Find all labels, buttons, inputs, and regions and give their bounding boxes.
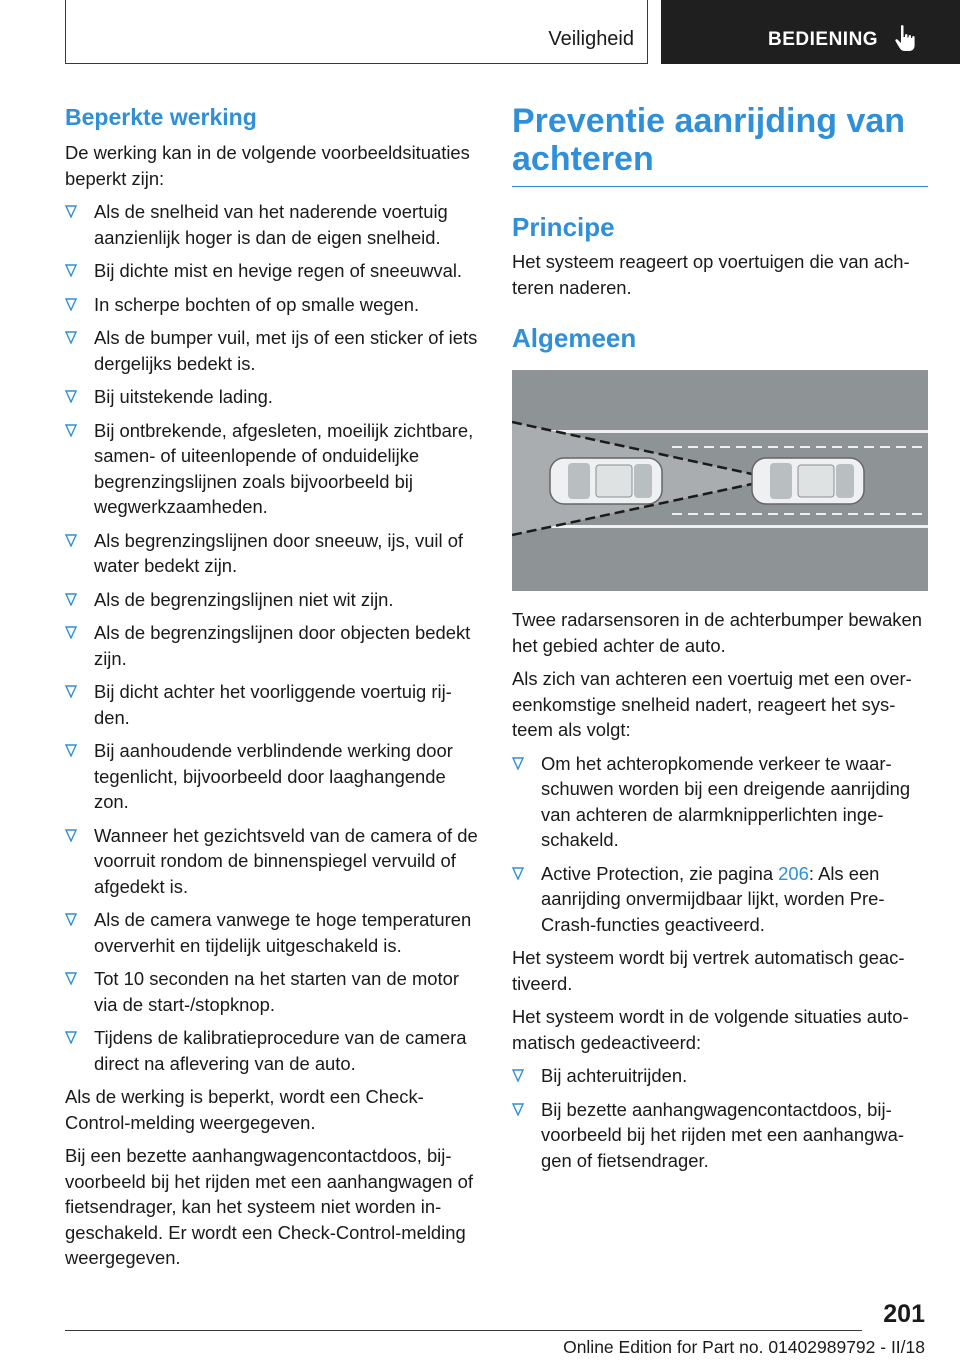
pointing-hand-icon [894,24,918,54]
triangle-bullet-icon [65,972,77,985]
reaction-list [512,751,928,938]
radar-sensors-paragraph: Twee radarsensoren in de achterbumper bewaken het gebied achter de auto. [512,609,922,656]
list-item: Als de bumper vuil, met ijs of een sticker of iets dergelijks bedekt is. [65,325,479,376]
triangle-bullet-icon [512,757,524,770]
chapter-title: BEDIENING [768,29,879,50]
triangle-bullet-icon [512,1069,524,1082]
triangle-bullet-icon [65,593,77,606]
triangle-bullet-icon [65,685,77,698]
triangle-bullet-icon [65,205,77,218]
triangle-bullet-icon [65,390,77,403]
triangle-bullet-icon [65,744,77,757]
list-item: Als de snelheid van het naderende voertuig aanzienlijk hoger is dan de eigen snelheid. [65,199,479,250]
list-item: Bij dichte mist en hevige regen of sneeuwval. [65,258,479,284]
triangle-bullet-icon [65,264,77,277]
header-frame [65,0,648,64]
footer-divider [65,1330,862,1331]
check-control-paragraph: Als de werking is beperkt, wordt een Check-Control-melding weergegeven. [65,1086,424,1133]
triangle-bullet-icon [65,298,77,311]
list-item: Wanneer het gezichtsveld van de camera of de voorruit rondom de binnenspiegel vervuild of afgedekt is. [65,823,479,900]
list-item: Bij dicht achter het voorliggende voertuig rijden. [65,679,479,730]
triangle-bullet-icon [65,534,77,547]
list-item: Als de camera vanwege te hoge temperaturen oververhit en tijdelijk uitgeschakeld is. [65,907,479,958]
auto-activation-paragraph: Het systeem wordt bij vertrek automatisch geactiveerd. [512,947,905,994]
list-item: Bij aanhoudende verblindende werking door tegenlicht, bijvoorbeeld door laaghangende zon. [65,738,479,815]
triangle-bullet-icon [65,913,77,926]
system-reaction-paragraph: Als zich van achteren een voertuig met een overeenkomstige snelheid nadert, reageert het systeem als volgt: [512,668,912,740]
list-item: Bij bezette aanhangwagencontactdoos, bijvoorbeeld bij het rijden met een aanhangwagen of fietsendrager. [512,1097,928,1174]
list-item: Bij achteruitrijden. [512,1063,928,1089]
rear-collision-illustration [512,370,928,591]
section-title: Veiligheid [548,28,634,50]
principle-heading: Principe [512,212,615,242]
page-reference-link[interactable]: 206 [778,862,809,884]
triangle-bullet-icon [65,626,77,639]
triangle-bullet-icon [65,424,77,437]
auto-deactivation-paragraph: Het systeem wordt in de volgende situaties automatisch gedeactiveerd: [512,1006,909,1053]
list-item: Bij uitstekende lading. [65,384,479,410]
triangle-bullet-icon [65,1031,77,1044]
page-number: 201 [883,1300,925,1328]
trailer-socket-paragraph: Bij een bezette aanhangwagencontactdoos, bijvoorbeeld bij het rijden met een aanhangwagen of fietsendrager, kan het systeem niet worden ingeschakeld. Er wordt een Check-Control-melding weergegeven. [65,1145,473,1268]
triangle-bullet-icon [512,867,524,880]
list-item: Tot 10 seconden na het starten van de motor via de start-/stopknop. [65,966,479,1017]
limited-operation-intro: De werking kan in de volgende voorbeeldsituaties beperkt zijn: [65,142,470,189]
list-item: Als begrenzingslijnen door sneeuw, ijs, vuil of water bedekt zijn. [65,528,479,579]
list-item: Bij ontbrekende, afgesleten, moeilijk zichtbare, samen- of uiteenlopende of onduidelijke begrenzingslijnen zoals bijvoorbeeld bij wegwerkzaamheden. [65,418,479,520]
general-heading: Algemeen [512,323,637,353]
list-item: Als de begrenzingslijnen door objecten bedekt zijn. [65,620,479,671]
triangle-bullet-icon [512,1103,524,1116]
approaching-car [550,458,662,504]
principle-text: Het systeem reageert op voertuigen die van achteren naderen. [512,251,910,298]
deactivation-list [512,1063,928,1173]
limited-operation-heading: Beperkte werking [65,104,257,130]
limitations-list [65,199,479,1076]
page-title: Preventie aanrijding van achteren [512,102,928,187]
list-item: In scherpe bochten of op smalle wegen. [65,292,479,318]
own-car [752,458,864,504]
left-column [65,102,479,1279]
list-item: Active Protection, zie pagina 206: Als een aanrijding onvermijdbaar lijkt, worden Pre-Crash-functies geactiveerd. [512,861,928,938]
list-item: Om het achteropkomende verkeer te waarschuwen worden bij een dreigende aanrijding van achteren de alarmknipperlichten ingeschakeld. [512,751,928,853]
chapter-tab [661,0,960,64]
triangle-bullet-icon [65,829,77,842]
edition-info: Online Edition for Part no. 01402989792 - II/18 [563,1337,925,1357]
list-item: Tijdens de kalibratieprocedure van de camera direct na aflevering van de auto. [65,1025,479,1076]
right-column [512,102,928,1181]
triangle-bullet-icon [65,331,77,344]
list-item: Als de begrenzingslijnen niet wit zijn. [65,587,479,613]
